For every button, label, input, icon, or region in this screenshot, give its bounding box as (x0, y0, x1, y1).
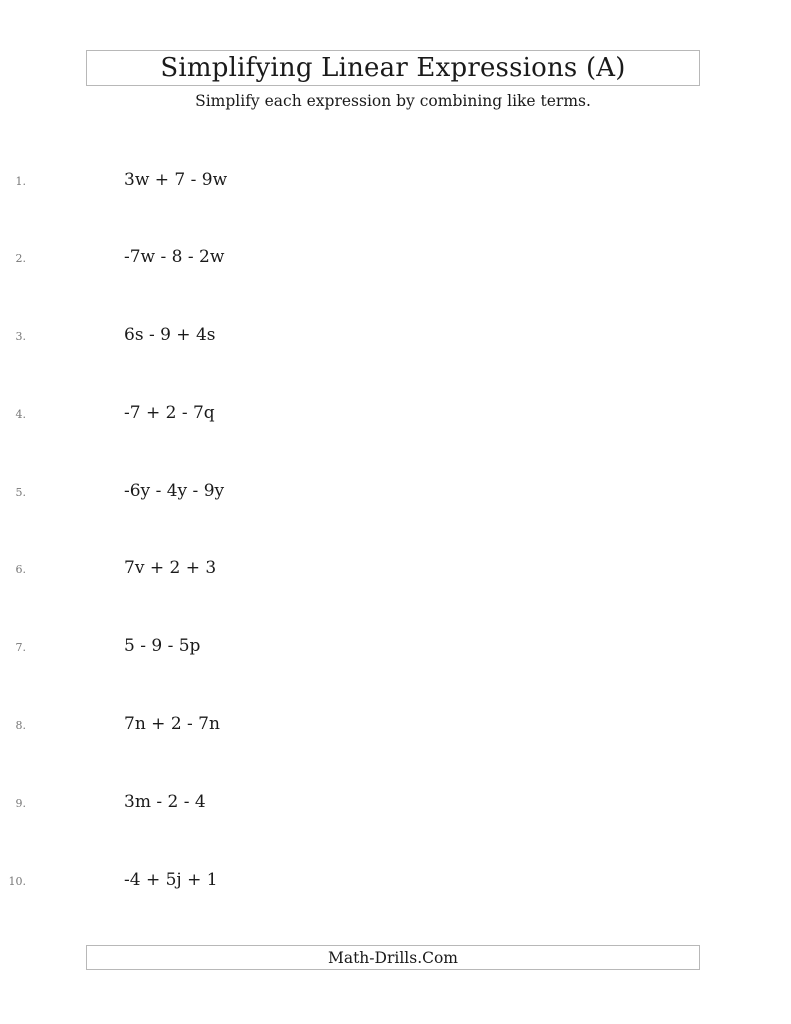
problem-number: 8. (15, 719, 26, 732)
problem-item (0, 481, 700, 505)
problem-number: 4. (15, 408, 26, 421)
problem-item (0, 792, 700, 816)
problem-number: 3. (15, 330, 26, 343)
problem-item (0, 870, 700, 894)
problem-number: 6. (15, 563, 26, 576)
footer-box (86, 945, 700, 970)
problem-number: 1. (15, 175, 26, 188)
problem-item (0, 325, 700, 349)
problem-item (0, 714, 700, 738)
worksheet-instructions: Simplify each expression by combining like terms. (195, 92, 591, 110)
problem-number: 10. (8, 875, 26, 888)
problem-expression: 7n + 2 - 7n (124, 714, 220, 734)
problem-expression: 3m - 2 - 4 (124, 792, 206, 812)
problem-number: 9. (15, 797, 26, 810)
problem-expression: 3w + 7 - 9w (124, 170, 228, 190)
problem-item (0, 636, 700, 660)
problem-expression: -6y - 4y - 9y (124, 481, 225, 501)
footer-site-name: Math-Drills.Com (327, 948, 459, 967)
problem-expression: 6s - 9 + 4s (124, 325, 216, 345)
problem-expression: -7 + 2 - 7q (124, 403, 215, 423)
problem-item (0, 558, 700, 582)
problem-expression: -4 + 5j + 1 (124, 870, 218, 890)
problem-expression: -7w - 8 - 2w (124, 247, 225, 267)
problem-number: 7. (15, 641, 26, 654)
problem-number: 2. (15, 252, 26, 265)
problem-expression: 5 - 9 - 5p (124, 636, 201, 656)
problem-expression: 7v + 2 + 3 (124, 558, 217, 578)
problem-item (0, 170, 700, 194)
problem-item (0, 247, 700, 271)
worksheet-title: Simplifying Linear Expressions (A) (160, 53, 626, 83)
problem-number: 5. (15, 486, 26, 499)
problem-item (0, 403, 700, 427)
